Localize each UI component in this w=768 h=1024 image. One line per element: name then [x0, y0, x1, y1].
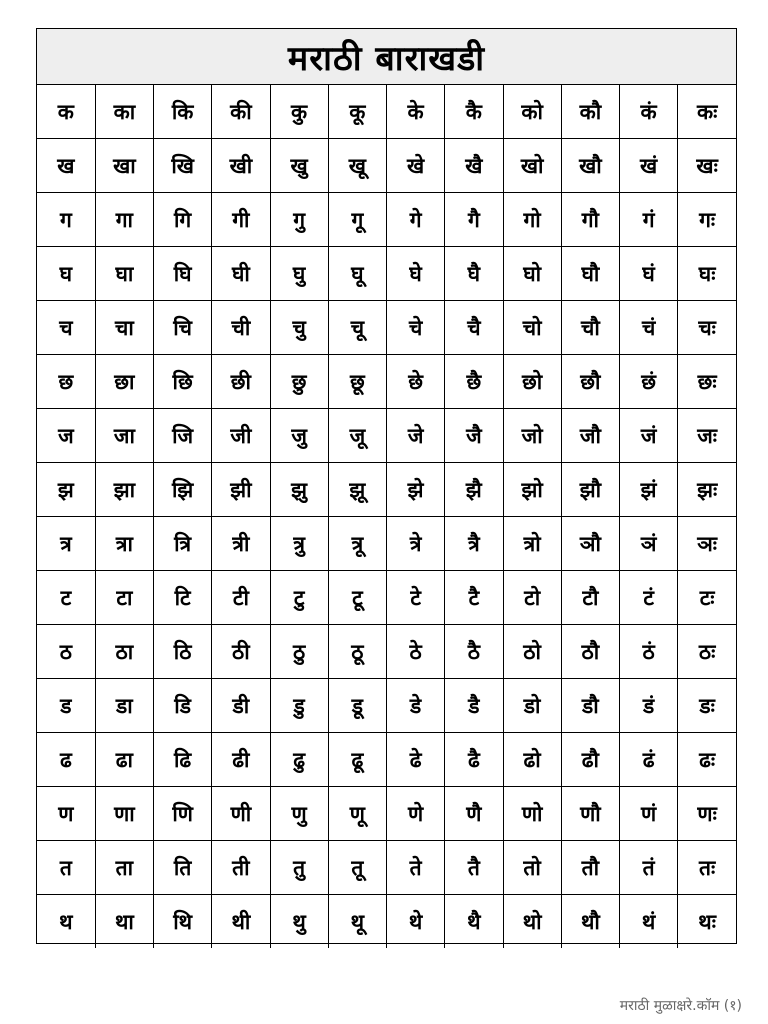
table-row	[37, 625, 736, 679]
letter-cell: जं	[620, 409, 678, 463]
table-row	[37, 247, 736, 301]
letter-cell: छै	[445, 355, 503, 409]
letter-cell: झु	[270, 463, 328, 517]
table-row	[37, 355, 736, 409]
letter-cell: डं	[620, 679, 678, 733]
letter-cell: ढि	[154, 733, 212, 787]
letter-cell: खू	[328, 139, 386, 193]
letter-cell: टि	[154, 571, 212, 625]
letter-cell: छी	[212, 355, 270, 409]
letter-cell: तु	[270, 841, 328, 895]
letter-cell: डि	[154, 679, 212, 733]
letter-cell: तं	[620, 841, 678, 895]
letter-cell: डु	[270, 679, 328, 733]
letter-cell: कौ	[561, 85, 619, 139]
letter-cell: ठं	[620, 625, 678, 679]
letter-cell: ञः	[678, 517, 736, 571]
letter-cell: झू	[328, 463, 386, 517]
letter-cell: खु	[270, 139, 328, 193]
letter-cell: गी	[212, 193, 270, 247]
letter-cell: थू	[328, 895, 386, 949]
letter-cell: छः	[678, 355, 736, 409]
letter-cell: टै	[445, 571, 503, 625]
letter-cell: थै	[445, 895, 503, 949]
letter-cell: ढी	[212, 733, 270, 787]
letter-cell: चै	[445, 301, 503, 355]
letter-cell: चू	[328, 301, 386, 355]
table-row	[37, 841, 736, 895]
letter-cell: गे	[387, 193, 445, 247]
page-footer: मराठी मुळाक्षरे.कॉम (१)	[619, 998, 742, 1014]
letter-cell: घौ	[561, 247, 619, 301]
letter-cell: छ	[37, 355, 95, 409]
letter-cell: ञं	[620, 517, 678, 571]
letter-cell: तौ	[561, 841, 619, 895]
letter-cell: झं	[620, 463, 678, 517]
letter-cell: ञौ	[561, 517, 619, 571]
letter-cell: कै	[445, 85, 503, 139]
letter-cell: णे	[387, 787, 445, 841]
letter-cell: टं	[620, 571, 678, 625]
letter-cell: त्रै	[445, 517, 503, 571]
letter-cell: ढै	[445, 733, 503, 787]
letter-cell: छे	[387, 355, 445, 409]
letter-cell: थि	[154, 895, 212, 949]
letter-cell: खे	[387, 139, 445, 193]
letter-cell: जू	[328, 409, 386, 463]
letter-cell: ढः	[678, 733, 736, 787]
letter-cell: घू	[328, 247, 386, 301]
letter-cell: छा	[95, 355, 153, 409]
table-row	[37, 517, 736, 571]
letter-cell: घी	[212, 247, 270, 301]
letter-cell: घि	[154, 247, 212, 301]
letter-cell: जो	[503, 409, 561, 463]
letter-cell: त्र	[37, 517, 95, 571]
letter-cell: चौ	[561, 301, 619, 355]
letter-cell: ख	[37, 139, 95, 193]
letter-cell: थे	[387, 895, 445, 949]
letter-cell: घै	[445, 247, 503, 301]
letter-cell: चे	[387, 301, 445, 355]
letter-cell: टू	[328, 571, 386, 625]
page-title: मराठी बाराखडी	[287, 38, 486, 79]
letter-cell: गु	[270, 193, 328, 247]
letter-cell: ढो	[503, 733, 561, 787]
letter-cell: ति	[154, 841, 212, 895]
table-row	[37, 193, 736, 247]
letter-cell: गौ	[561, 193, 619, 247]
letter-cell: छू	[328, 355, 386, 409]
letter-cell: ठौ	[561, 625, 619, 679]
letter-cell: णं	[620, 787, 678, 841]
letter-cell: खो	[503, 139, 561, 193]
letter-cell: णो	[503, 787, 561, 841]
letter-cell: थौ	[561, 895, 619, 949]
letter-cell: जु	[270, 409, 328, 463]
barakhadi-sheet	[36, 28, 737, 944]
letter-cell: डा	[95, 679, 153, 733]
letter-cell: ण	[37, 787, 95, 841]
letter-cell: छो	[503, 355, 561, 409]
letter-cell: टौ	[561, 571, 619, 625]
letter-cell: ढू	[328, 733, 386, 787]
letter-cell: ता	[95, 841, 153, 895]
barakhadi-table	[37, 85, 736, 948]
letter-cell: झौ	[561, 463, 619, 517]
letter-cell: का	[95, 85, 153, 139]
letter-cell: त्रि	[154, 517, 212, 571]
letter-cell: ठा	[95, 625, 153, 679]
letter-cell: घ	[37, 247, 95, 301]
letter-cell: गः	[678, 193, 736, 247]
letter-cell: डी	[212, 679, 270, 733]
letter-cell: जी	[212, 409, 270, 463]
letter-cell: खै	[445, 139, 503, 193]
letter-cell: ठू	[328, 625, 386, 679]
letter-cell: घं	[620, 247, 678, 301]
letter-cell: टु	[270, 571, 328, 625]
letter-cell: गो	[503, 193, 561, 247]
letter-cell: णी	[212, 787, 270, 841]
table-row	[37, 895, 736, 949]
letter-cell: णौ	[561, 787, 619, 841]
letter-cell: डौ	[561, 679, 619, 733]
letter-cell: ची	[212, 301, 270, 355]
table-row	[37, 733, 736, 787]
letter-cell: ट	[37, 571, 95, 625]
letter-cell: डै	[445, 679, 503, 733]
letter-cell: थु	[270, 895, 328, 949]
letter-cell: तो	[503, 841, 561, 895]
letter-cell: डः	[678, 679, 736, 733]
letter-cell: चु	[270, 301, 328, 355]
letter-cell: णि	[154, 787, 212, 841]
letter-cell: खी	[212, 139, 270, 193]
letter-cell: घो	[503, 247, 561, 301]
letter-cell: घः	[678, 247, 736, 301]
letter-cell: झि	[154, 463, 212, 517]
letter-cell: कः	[678, 85, 736, 139]
letter-cell: णै	[445, 787, 503, 841]
letter-cell: डू	[328, 679, 386, 733]
letter-cell: घे	[387, 247, 445, 301]
letter-cell: झै	[445, 463, 503, 517]
table-row	[37, 787, 736, 841]
letter-cell: ड	[37, 679, 95, 733]
letter-cell: डे	[387, 679, 445, 733]
table-row	[37, 463, 736, 517]
letter-cell: च	[37, 301, 95, 355]
letter-cell: के	[387, 85, 445, 139]
letter-cell: खं	[620, 139, 678, 193]
letter-cell: छु	[270, 355, 328, 409]
letter-cell: ढौ	[561, 733, 619, 787]
letter-cell: टः	[678, 571, 736, 625]
letter-cell: तै	[445, 841, 503, 895]
letter-cell: जै	[445, 409, 503, 463]
letter-cell: गै	[445, 193, 503, 247]
letter-cell: ठि	[154, 625, 212, 679]
letter-cell: तः	[678, 841, 736, 895]
table-row	[37, 571, 736, 625]
letter-cell: त्रू	[328, 517, 386, 571]
letter-cell: गा	[95, 193, 153, 247]
letter-cell: चो	[503, 301, 561, 355]
letter-cell: क	[37, 85, 95, 139]
letter-cell: ठु	[270, 625, 328, 679]
letter-cell: णू	[328, 787, 386, 841]
letter-cell: ठी	[212, 625, 270, 679]
letter-cell: थो	[503, 895, 561, 949]
letter-cell: चि	[154, 301, 212, 355]
letter-cell: खा	[95, 139, 153, 193]
letter-cell: ढं	[620, 733, 678, 787]
letter-cell: चा	[95, 301, 153, 355]
letter-cell: कं	[620, 85, 678, 139]
letter-cell: थ	[37, 895, 95, 949]
letter-cell: छि	[154, 355, 212, 409]
letter-cell: ठः	[678, 625, 736, 679]
letter-cell: णा	[95, 787, 153, 841]
letter-cell: चः	[678, 301, 736, 355]
letter-cell: ठै	[445, 625, 503, 679]
letter-cell: कु	[270, 85, 328, 139]
letter-cell: को	[503, 85, 561, 139]
letter-cell: ठो	[503, 625, 561, 679]
letter-cell: थी	[212, 895, 270, 949]
letter-cell: त्री	[212, 517, 270, 571]
letter-cell: ते	[387, 841, 445, 895]
letter-cell: ज	[37, 409, 95, 463]
letter-cell: टो	[503, 571, 561, 625]
letter-cell: छौ	[561, 355, 619, 409]
letter-cell: खि	[154, 139, 212, 193]
letter-cell: झ	[37, 463, 95, 517]
letter-cell: झे	[387, 463, 445, 517]
letter-cell: झा	[95, 463, 153, 517]
letter-cell: त्रो	[503, 517, 561, 571]
letter-cell: छं	[620, 355, 678, 409]
letter-cell: गू	[328, 193, 386, 247]
letter-cell: त्रु	[270, 517, 328, 571]
letter-cell: झी	[212, 463, 270, 517]
letter-cell: टी	[212, 571, 270, 625]
table-row	[37, 85, 736, 139]
letter-cell: कू	[328, 85, 386, 139]
table-row	[37, 679, 736, 733]
letter-cell: जे	[387, 409, 445, 463]
letter-cell: गं	[620, 193, 678, 247]
letter-cell: ग	[37, 193, 95, 247]
letter-cell: गि	[154, 193, 212, 247]
letter-cell: डो	[503, 679, 561, 733]
table-row	[37, 409, 736, 463]
letter-cell: खौ	[561, 139, 619, 193]
letter-cell: झो	[503, 463, 561, 517]
letter-cell: णः	[678, 787, 736, 841]
letter-cell: घा	[95, 247, 153, 301]
letter-cell: ढ	[37, 733, 95, 787]
letter-cell: जौ	[561, 409, 619, 463]
letter-cell: खः	[678, 139, 736, 193]
title-bar	[37, 29, 736, 85]
letter-cell: ती	[212, 841, 270, 895]
letter-cell: चं	[620, 301, 678, 355]
letter-cell: टा	[95, 571, 153, 625]
letter-cell: जा	[95, 409, 153, 463]
letter-cell: थः	[678, 895, 736, 949]
letter-cell: जि	[154, 409, 212, 463]
letter-cell: झः	[678, 463, 736, 517]
letter-cell: टे	[387, 571, 445, 625]
letter-cell: ढे	[387, 733, 445, 787]
letter-cell: था	[95, 895, 153, 949]
letter-cell: घु	[270, 247, 328, 301]
letter-cell: ठ	[37, 625, 95, 679]
letter-cell: ढा	[95, 733, 153, 787]
letter-cell: कि	[154, 85, 212, 139]
letter-cell: ढु	[270, 733, 328, 787]
table-body	[37, 85, 736, 948]
letter-cell: त्रा	[95, 517, 153, 571]
table-row	[37, 139, 736, 193]
letter-cell: की	[212, 85, 270, 139]
table-row	[37, 301, 736, 355]
letter-cell: थं	[620, 895, 678, 949]
letter-cell: त्रे	[387, 517, 445, 571]
letter-cell: जः	[678, 409, 736, 463]
letter-cell: तू	[328, 841, 386, 895]
letter-cell: ठे	[387, 625, 445, 679]
letter-cell: णु	[270, 787, 328, 841]
letter-cell: त	[37, 841, 95, 895]
